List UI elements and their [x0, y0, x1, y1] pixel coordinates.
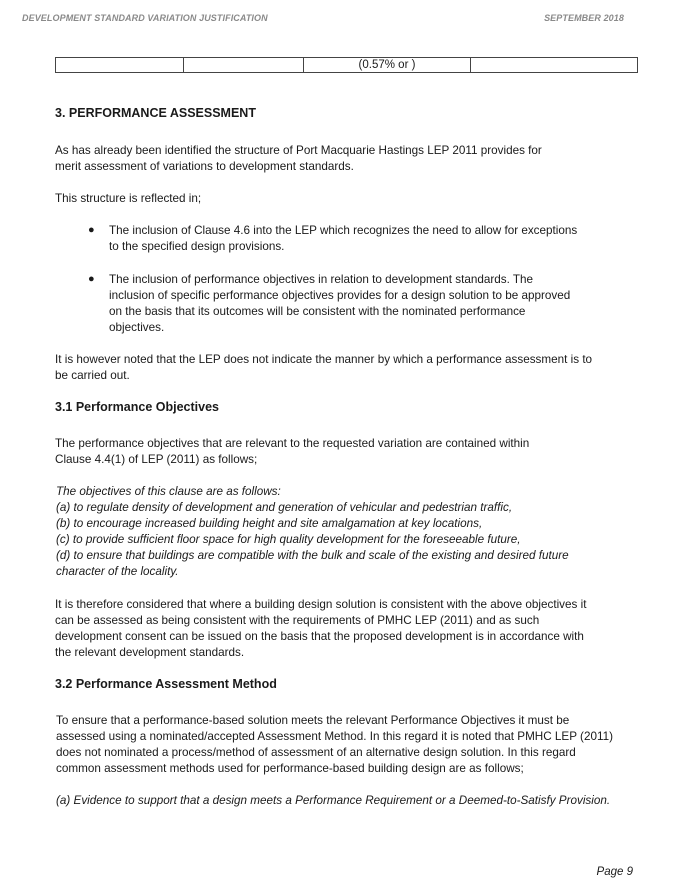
- objective-line: (d) to ensure that buildings are compatible with the bulk and scale of the existing and desired future: [56, 549, 569, 562]
- table-cell: [471, 58, 637, 72]
- paragraph-line: does not nominated a process/method of assessment of an alternative design solution. In this regard: [56, 746, 576, 759]
- paragraph: This structure is reflected in;: [55, 192, 202, 205]
- running-header-title: DEVELOPMENT STANDARD VARIATION JUSTIFICATION: [22, 13, 268, 23]
- page-number: Page 9: [596, 866, 633, 878]
- paragraph-line: common assessment methods used for performance-based building design are as follows;: [56, 762, 524, 775]
- bullet-line: to the specified design provisions.: [109, 240, 285, 253]
- paragraph-line: To ensure that a performance-based solution meets the relevant Performance Objectives it must be: [56, 714, 570, 727]
- assessment-item: (a) Evidence to support that a design meets a Performance Requirement or a Deemed-to-Satisfy Provision.: [56, 794, 611, 807]
- bullet-line: inclusion of specific performance objectives provides for a design solution to be approved: [109, 289, 571, 302]
- table-cell: (0.57% or ): [304, 58, 471, 72]
- paragraph-line: It is therefore considered that where a building design solution is consistent with the above objectives it: [55, 598, 587, 611]
- bullet-line: on the basis that its outcomes will be consistent with the nominated performance: [109, 305, 526, 318]
- subsection-heading: 3.2 Performance Assessment Method: [55, 677, 277, 691]
- table-row: [55, 57, 638, 73]
- running-header-date: SEPTEMBER 2018: [544, 13, 624, 23]
- paragraph-line: As has already been identified the structure of Port Macquarie Hastings LEP 2011 provides for: [55, 144, 542, 157]
- bullet-icon: ●: [88, 224, 95, 236]
- objective-line: (c) to provide sufficient floor space for high quality development for the foreseeable future,: [56, 533, 521, 546]
- objective-line: (b) to encourage increased building height and site amalgamation at key locations,: [56, 517, 483, 530]
- bullet-line: objectives.: [109, 321, 165, 334]
- objective-line: (a) to regulate density of development and generation of vehicular and pedestrian traffic,: [56, 501, 513, 514]
- bullet-line: The inclusion of performance objectives in relation to development standards. The: [109, 273, 534, 286]
- paragraph-line: the relevant development standards.: [55, 646, 245, 659]
- paragraph-line: Clause 4.4(1) of LEP (2011) as follows;: [55, 453, 258, 466]
- paragraph-line: It is however noted that the LEP does not indicate the manner by which a performance assessment is to: [55, 353, 593, 366]
- bullet-icon: ●: [88, 273, 95, 285]
- paragraph-line: development consent can be issued on the basis that the proposed development is in accordance with: [55, 630, 584, 643]
- section-heading: 3. PERFORMANCE ASSESSMENT: [55, 106, 256, 120]
- paragraph-line: The performance objectives that are relevant to the requested variation are contained within: [55, 437, 530, 450]
- table-cell: [56, 58, 184, 72]
- objective-line: The objectives of this clause are as follows:: [56, 485, 281, 498]
- subsection-heading: 3.1 Performance Objectives: [55, 400, 219, 414]
- table-cell: [184, 58, 304, 72]
- objective-line: character of the locality.: [56, 565, 179, 578]
- paragraph-line: can be assessed as being consistent with the requirements of PMHC LEP (2011) and as such: [55, 614, 540, 627]
- paragraph-line: merit assessment of variations to development standards.: [55, 160, 354, 173]
- paragraph-line: assessed using a nominated/accepted Assessment Method. In this regard it is noted that PMHC LEP (2011): [56, 730, 613, 743]
- paragraph-line: be carried out.: [55, 369, 130, 382]
- bullet-line: The inclusion of Clause 4.6 into the LEP which recognizes the need to allow for exceptions: [109, 224, 578, 237]
